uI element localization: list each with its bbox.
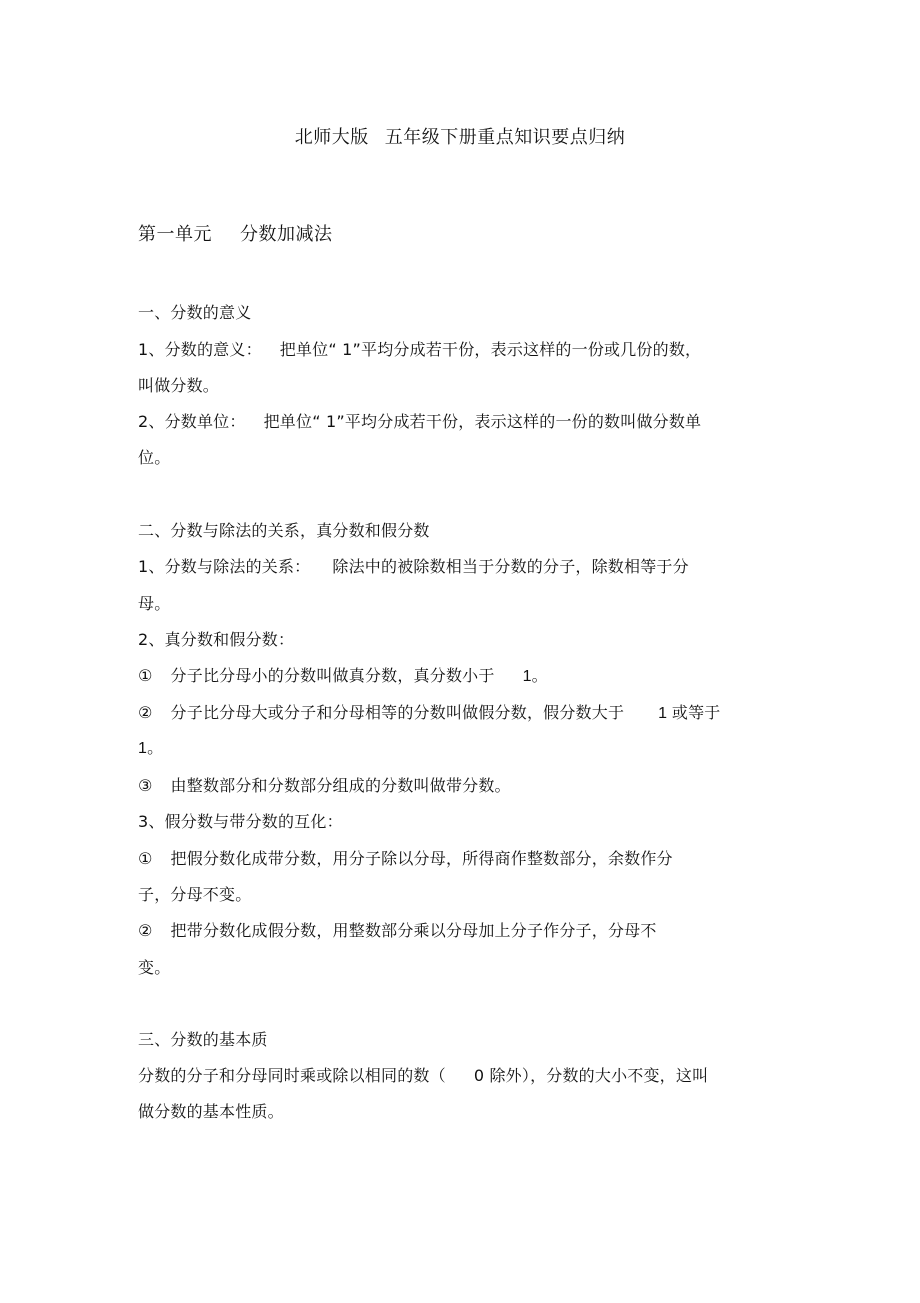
s2-conversion-1-continuation: 子，分母不变。 — [138, 885, 252, 904]
section-1-heading: 一、分数的意义 — [138, 303, 252, 322]
s2-p1-continuation: 母。 — [138, 594, 171, 613]
circled-number-3: ③ — [138, 776, 153, 795]
title-publisher: 北师大版 — [294, 127, 369, 148]
s2-item-3-text: 由整数部分和分数部分组成的分数叫做带分数。 — [170, 776, 511, 795]
s3-paragraph — [138, 1066, 708, 1086]
s1-p1-label: 1、分数的意义： — [138, 340, 262, 359]
document-title — [0, 126, 920, 150]
s3-continuation: 做分数的基本性质。 — [138, 1102, 284, 1121]
s2-conversion-2-text: 把带分数化成假分数，用整数部分乘以分母加上分子作分子，分母不 — [170, 921, 657, 940]
s2-item-1 — [138, 666, 548, 687]
s3-text-b: 0 除外），分数的大小不变，这叫 — [473, 1066, 709, 1085]
s2-conversion-2 — [138, 921, 657, 941]
circled-number-2: ② — [138, 703, 153, 722]
unit-label: 第一单元 — [138, 224, 212, 245]
circled-number-1: ① — [138, 666, 153, 685]
s2-p1-label: 1、分数与除法的关系： — [138, 557, 311, 576]
s2-item-1-number: 1。 — [522, 668, 548, 685]
s2-item-2-continuation: 1。 — [138, 740, 164, 757]
circled-number-2: ② — [138, 921, 153, 940]
s1-paragraph-1 — [138, 340, 701, 360]
s2-paragraph-3: 3、假分数与带分数的互化： — [138, 812, 343, 831]
circled-number-1: ① — [138, 849, 153, 868]
title-main: 五年级下册重点知识要点归纳 — [384, 127, 626, 148]
s2-item-2-text: 分子比分母大或分子和分母相等的分数叫做假分数，假分数大于 — [170, 703, 625, 722]
s2-item-2 — [138, 703, 721, 724]
s1-p1-text: 把单位“ 1”平均分成若干份，表示这样的一份或几份的数， — [279, 340, 702, 359]
s2-item-2-number: 1 或等于 — [658, 705, 721, 722]
s1-p2-text: 把单位“ 1”平均分成若干份，表示这样的一份的数叫做分数单 — [263, 412, 702, 431]
section-3-heading: 三、分数的基本质 — [138, 1030, 268, 1049]
s2-conversion-1 — [138, 849, 673, 869]
unit-name: 分数加减法 — [240, 224, 333, 245]
s2-item-3 — [138, 776, 511, 796]
s3-text-a: 分数的分子和分母同时乘或除以相同的数（ — [138, 1066, 446, 1085]
s1-p2-label: 2、分数单位： — [138, 412, 246, 431]
s2-item-1-text: 分子比分母小的分数叫做真分数，真分数小于 — [170, 666, 495, 685]
s2-paragraph-2: 2、真分数和假分数： — [138, 630, 295, 649]
unit-heading — [138, 223, 333, 247]
s2-conversion-2-continuation: 变。 — [138, 958, 171, 977]
s2-conversion-1-text: 把假分数化成带分数，用分子除以分母，所得商作整数部分，余数作分 — [170, 849, 673, 868]
s1-p2-continuation: 位。 — [138, 448, 171, 467]
s1-p1-continuation: 叫做分数。 — [138, 376, 220, 395]
s2-paragraph-1 — [138, 557, 689, 577]
s2-p1-text: 除法中的被除数相当于分数的分子，除数相等于分 — [332, 557, 689, 576]
s1-paragraph-2 — [138, 412, 701, 432]
section-2-heading: 二、分数与除法的关系，真分数和假分数 — [138, 521, 430, 540]
